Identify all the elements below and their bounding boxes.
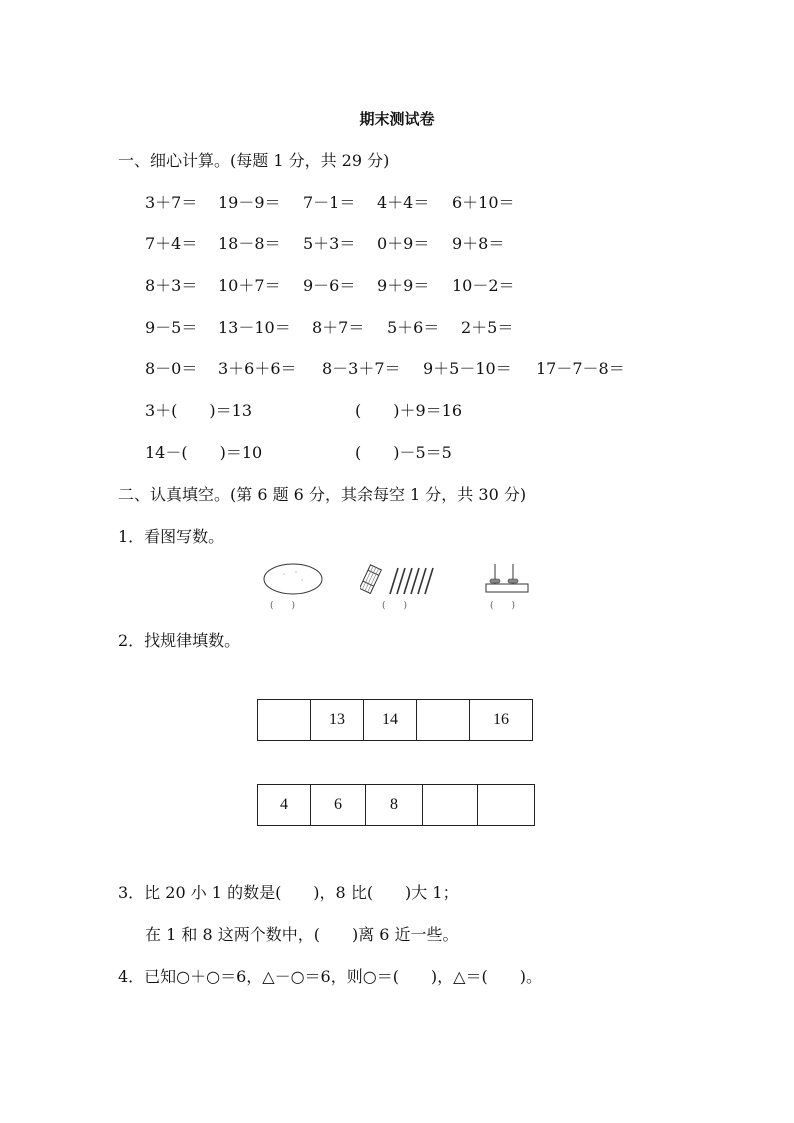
fill-item: 3＋( )＝13 <box>145 401 253 420</box>
calc-item: 17－7－8＝ <box>536 359 625 378</box>
calc-item: 8－3＋7＝ <box>322 359 401 378</box>
fill-item: ( )－5＝5 <box>355 443 452 462</box>
calc-item: 8－0＝ <box>145 359 198 378</box>
sequence-table-2 <box>257 784 535 826</box>
calc-item: 5＋6＝ <box>387 318 440 337</box>
fill-item: ( )＋9＝16 <box>355 401 463 420</box>
abacus-picture <box>483 560 531 596</box>
calc-item: 3＋6＋6＝ <box>218 359 297 378</box>
q1-blank: ( ) <box>270 601 296 611</box>
calc-item: 3＋7＝ <box>145 193 198 212</box>
q1-label: 1．看图写数。 <box>118 527 225 546</box>
calc-item: 4＋4＝ <box>377 193 430 212</box>
fill-item: 14－( )＝10 <box>145 443 263 462</box>
sequence-table-1 <box>257 699 533 741</box>
section2-heading: 二、认真填空。(第 6 题 6 分，其余每空 1 分，共 30 分) <box>118 485 527 504</box>
calc-item: 9＋5－10＝ <box>423 359 512 378</box>
calc-item: 10－2＝ <box>452 276 515 295</box>
calc-item: 5＋3＝ <box>303 234 356 253</box>
q1-blank: ( ) <box>490 601 516 611</box>
calc-item: 13－10＝ <box>218 318 291 337</box>
sequence-cell: 4 <box>258 785 311 826</box>
sequence-cell[interactable] <box>258 700 311 741</box>
calc-item: 0＋9＝ <box>377 234 430 253</box>
calc-item: 8＋3＝ <box>145 276 198 295</box>
calc-item: 19－9＝ <box>218 193 281 212</box>
calc-item: 7－1＝ <box>303 193 356 212</box>
calc-item: 18－8＝ <box>218 234 281 253</box>
calc-item: 10＋7＝ <box>218 276 281 295</box>
q1-blank: ( ) <box>382 601 408 611</box>
sequence-cell: 6 <box>311 785 366 826</box>
calc-item: 6＋10＝ <box>452 193 515 212</box>
sequence-cell[interactable] <box>423 785 478 826</box>
sequence-cell[interactable] <box>478 785 535 826</box>
calc-item: 7＋4＝ <box>145 234 198 253</box>
section1-heading: 一、细心计算。(每题 1 分，共 29 分) <box>118 151 390 170</box>
q3-line-1: 3．比 20 小 1 的数是( )，8 比( )大 1； <box>118 883 459 902</box>
page-title: 期末测试卷 <box>359 110 435 128</box>
calc-item: 9－6＝ <box>303 276 356 295</box>
oval-picture <box>262 562 324 596</box>
sequence-cell: 8 <box>366 785 423 826</box>
sticks-bundle-picture <box>360 562 446 598</box>
sequence-cell: 13 <box>311 700 364 741</box>
calc-item: 9＋8＝ <box>452 234 505 253</box>
sequence-cell[interactable] <box>417 700 470 741</box>
q2-label: 2．找规律填数。 <box>118 631 241 650</box>
calc-item: 9＋9＝ <box>377 276 430 295</box>
q3-line-2: 在 1 和 8 这两个数中，( )离 6 近一些。 <box>145 925 459 944</box>
q4-line: 4．已知○＋○＝6，△－○＝6，则○＝( )，△＝( )。 <box>118 967 542 986</box>
calc-item: 9－5＝ <box>145 318 198 337</box>
sequence-cell: 14 <box>364 700 417 741</box>
sequence-cell: 16 <box>470 700 533 741</box>
calc-item: 2＋5＝ <box>461 318 514 337</box>
calc-item: 8＋7＝ <box>312 318 365 337</box>
